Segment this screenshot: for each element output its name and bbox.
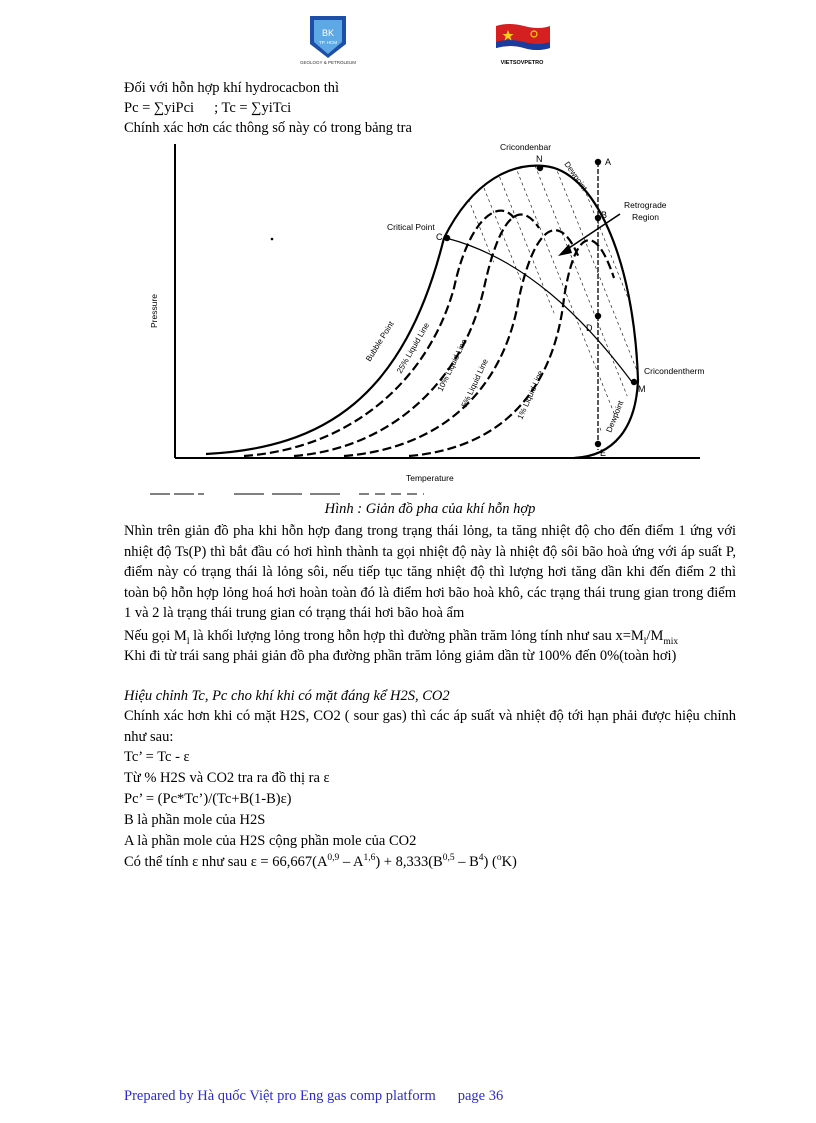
y-axis-label: Pressure	[149, 293, 159, 328]
figure-caption: Hình : Giản đồ pha của khí hỗn hợp	[324, 501, 536, 517]
page-number: page 36	[457, 1088, 504, 1104]
label-dewpoint-bottom: Dewpoint	[604, 399, 626, 434]
formula-line	[124, 98, 291, 118]
intro-line-table: Chính xác hơn các thông số này có trong bảng tra	[124, 120, 412, 136]
label-e: E	[600, 448, 607, 458]
point-n	[537, 165, 543, 171]
vietsovpetro-caption: VIETSOVPETRO	[500, 60, 544, 66]
retrograde-hatch	[444, 138, 684, 438]
bk-logo-caption: GEOLOGY & PETROLEUM	[300, 60, 356, 65]
label-b: B	[601, 210, 608, 220]
label-a: A	[605, 157, 612, 167]
formula-pc: Pc = ∑yiPci	[124, 100, 195, 116]
dewpoint-curve	[444, 166, 638, 458]
epsilon-lookup-line: Từ % H2S và CO2 tra ra đồ thị ra ε	[124, 770, 330, 786]
definition-b: B là phần mole của H2S	[124, 812, 266, 828]
paragraph-sour-gas: Chính xác hơn khi có mặt H2S, CO2 ( sour gas) thì các áp suất và nhiệt độ tới hạn phải được hiệu chỉnh như sau:	[124, 708, 736, 745]
label-liquid-5: 5% Liquid Line	[459, 357, 490, 409]
label-liquid-1: 1% Liquid Line	[515, 369, 546, 421]
liquid-percent-line: Nếu gọi $M_l$ là khối lượng lỏng trong hỗn hợp thì đường phần trăm lỏng tính như sau $x=M_l/M_{mix}$	[124, 628, 679, 647]
point-m	[631, 379, 637, 385]
definition-a: A là phần mole của H2S cộng phần mole của CO2	[124, 833, 417, 849]
point-c	[444, 235, 450, 241]
liquid-line-1	[409, 240, 614, 456]
phase-diagram	[144, 138, 704, 502]
annotation-critical-point: Critical Point	[387, 222, 435, 232]
label-liquid-25: 25% Liquid Line	[394, 321, 432, 375]
bk-logo-text: BK	[321, 28, 335, 38]
direction-line: Khi đi từ trái sang phải giản đồ pha đường phần trăm lỏng giảm dần từ 100% đến 0%(toàn hơi)	[124, 648, 677, 664]
label-liquid-10: 10% Liquid Line	[435, 337, 469, 393]
label-bubble-point: Bubble Point	[364, 319, 396, 364]
label-c: C	[436, 232, 443, 242]
formula-epsilon: Có thể tính ε như sau $\varepsilon = 66,667(A^{0,9} - A^{1,6}) + 8,333(B^{0,5} - B^4)$ ($^o$K)	[124, 853, 517, 870]
label-n: N	[536, 154, 543, 164]
section-heading: Hiệu chỉnh Tc, Pc cho khí khi có mặt đáng kể H2S, CO2	[124, 688, 450, 704]
formula-tc: ; Tc = ∑yiTci	[214, 100, 292, 116]
vietsovpetro-flag-logo	[494, 22, 552, 56]
label-m: M	[638, 384, 646, 394]
point-a	[595, 159, 601, 165]
page-footer	[124, 1088, 503, 1105]
retrograde-arrow	[566, 214, 620, 250]
annotation-cricondentherm: Cricondentherm	[644, 366, 704, 376]
footer-text: Prepared by Hà quốc Việt pro Eng gas comp platform	[124, 1088, 436, 1104]
label-dewpoint-top: Dewpoint	[562, 159, 589, 193]
intro-line: Đối với hỗn hợp khí hydrocacbon thì	[124, 80, 340, 96]
bk-logo	[306, 14, 350, 60]
critical-connector	[446, 238, 632, 382]
paragraph-phase: Nhìn trên giản đồ pha khi hỗn hợp đang trong trạng thái lỏng, ta tăng nhiệt độ cho đến điểm 1 ứng với nhiệt độ Ts(P) thì bắt đầu có hơi hình thành ta gọi nhiệt độ này là nhiệt độ sôi bão hoà ứng với áp suất P, điểm này có trạng thái là lỏng sôi, nếu tiếp tục tăng nhiệt độ thì lượng hơi tăng dần khi đến điểm 2 thì toàn bộ hỗn hợp lỏng hoá hơi hoàn toàn đó là điểm hơi bão hoà khô, các trạng thái trung gian trong điểm 1 và 2 là trạng thái trung gian có trạng thái hơi bão hoà ẩm	[124, 523, 736, 621]
annotation-retrograde: Retrograde	[624, 200, 667, 210]
scan-dot	[271, 238, 274, 241]
point-e	[595, 441, 601, 447]
bk-logo-sub: TP. HCM	[319, 40, 337, 45]
x-axis-label: Temperature	[406, 473, 454, 483]
annotation-cricondenbar: Cricondenbar	[500, 142, 552, 152]
label-d: D	[586, 323, 593, 333]
point-d	[595, 313, 601, 319]
annotation-region: Region	[632, 212, 659, 222]
formula-pc-corrected: Pc’ = (Pc*Tc’)/(Tc+B(1-B)ε)	[124, 791, 292, 807]
formula-tc-corrected: Tc’ = Tc - ε	[124, 749, 190, 765]
retrograde-arrow-head	[558, 244, 572, 256]
